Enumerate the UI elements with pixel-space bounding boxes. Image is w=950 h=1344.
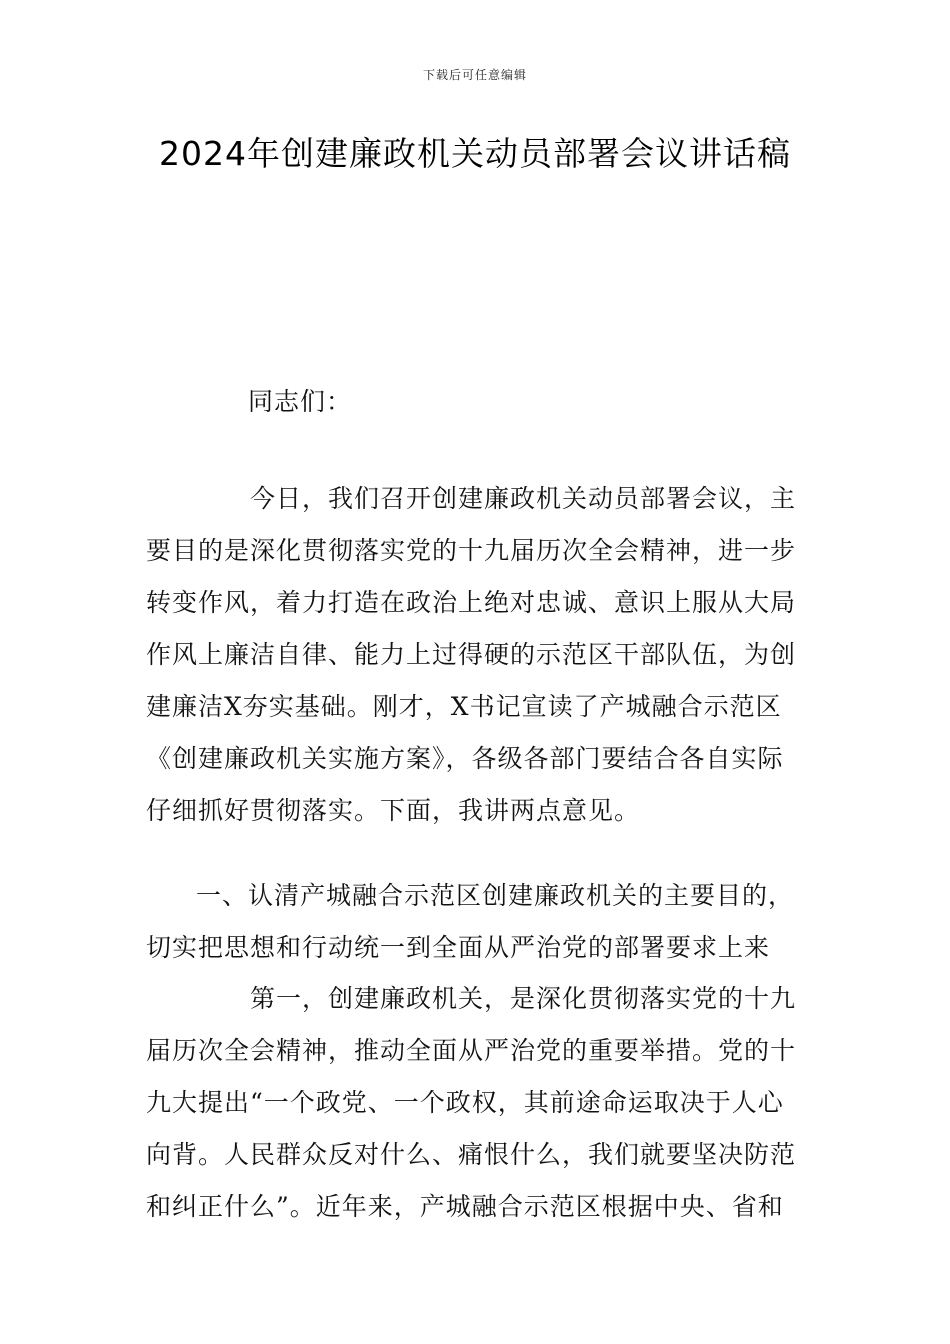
salutation: 同志们： <box>248 387 353 416</box>
header-note: 下载后可任意编辑 <box>422 68 527 82</box>
document-title: 2024年创建廉政机关动员部署会议讲话稿 <box>159 134 791 173</box>
paragraph-first-point: 第一，创建廉政机关，是深化贯彻落实党的十九届历次全会精神，推动全面从严治党的重要举措。党的十九大提出“一个政党、一个政权，其前途命运取决于人心向背。人民群众反对什么、痛恨什么，我们就要坚决防范和纠正什么”。近年来，产城融合示范区根据中央、省和 <box>146 984 797 1221</box>
section-heading-one: 一、认清产城融合示范区创建廉政机关的主要目的，切实把思想和行动统一到全面从严治党的部署要求上来 <box>146 881 795 962</box>
paragraph-intro: 今日，我们召开创建廉政机关动员部署会议，主要目的是深化贯彻落实党的十九届历次全会精神，进一步转变作风，着力打造在政治上绝对忠诚、意识上服从大局作风上廉洁自律、能力上过得硬的示范区干部队伍，为创建廉洁X夯实基础。刚才，X书记宣读了产城融合示范区《创建廉政机关实施方案》，各级各部门要结合各自实际仔细抓好贯彻落实。下面，我讲两点意见。 <box>146 484 797 825</box>
